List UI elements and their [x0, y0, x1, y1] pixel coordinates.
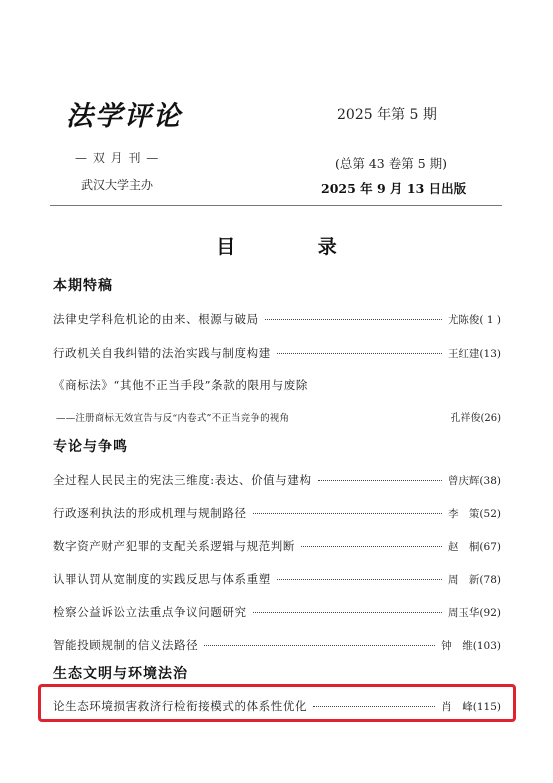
- dot-leader: [277, 353, 442, 354]
- section-title: 本期特稿: [53, 278, 113, 294]
- entry-author-page: 周 新(78): [447, 574, 501, 586]
- journal-logo: 法学评论: [66, 101, 182, 132]
- entry-author-page: 肖 峰(115): [441, 701, 501, 713]
- entry-title: 认罪认罚从宽制度的实践反思与体系重塑: [53, 572, 271, 586]
- publication-frequency: — 双 月 刊 —: [75, 151, 160, 165]
- toc-entry-title-only[interactable]: 《商标法》“其他不正当手段”条款的限用与废除: [53, 378, 308, 392]
- entry-title: 行政逐利执法的形成机理与规制路径: [53, 506, 247, 520]
- entry-author-page: 赵 桐(67): [447, 541, 501, 553]
- entry-title: 论生态环境损害救济行检衔接模式的体系性优化: [53, 699, 308, 713]
- publication-date: 2025 年 9 月 13 日出版: [321, 181, 467, 196]
- toc-entry-subtitle[interactable]: [56, 409, 501, 424]
- dot-leader: [253, 612, 442, 613]
- toc-entry[interactable]: [53, 311, 501, 327]
- entry-title: 检察公益诉讼立法重点争议问题研究: [53, 605, 247, 619]
- toc-entry[interactable]: [53, 571, 501, 587]
- volume-info: (总第 43 卷第 5 期): [335, 156, 448, 171]
- entry-title: 全过程人民民主的宪法三维度:表达、价值与建构: [53, 473, 312, 487]
- toc-entry-highlighted[interactable]: [53, 698, 501, 714]
- entry-author-page: 尤陈俊( 1 ): [447, 314, 501, 326]
- dot-leader: [253, 513, 442, 514]
- contents-title: 目 录: [216, 236, 375, 258]
- section-title: 专论与争鸣: [53, 439, 128, 455]
- toc-entry[interactable]: [53, 604, 501, 620]
- entry-author-page: 孔祥俊(26): [450, 413, 501, 424]
- toc-entry[interactable]: [53, 345, 501, 361]
- entry-author-page: 曾庆辉(38): [447, 475, 501, 487]
- entry-author-page: 钟 维(103): [441, 640, 501, 652]
- dot-leader: [277, 579, 442, 580]
- entry-subtitle: ——注册商标无效宣告与反“内卷式”不正当竞争的视角: [56, 413, 290, 424]
- entry-title: 智能投顾规制的信义法路径: [53, 638, 199, 652]
- toc-entry[interactable]: [53, 472, 501, 488]
- entry-title: 法律史学科危机论的由来、根源与破局: [53, 312, 259, 326]
- entry-author-page: 王红建(13): [447, 348, 501, 360]
- dot-leader: [265, 319, 442, 320]
- issue-number: 2025 年第 5 期: [337, 107, 437, 123]
- dot-leader: [301, 546, 442, 547]
- entry-author-page: 周玉华(92): [447, 607, 501, 619]
- header-divider: [50, 205, 502, 206]
- section-title: 生态文明与环境法治: [53, 666, 188, 682]
- dot-leader: [318, 480, 442, 481]
- entry-author-page: 李 策(52): [447, 508, 501, 520]
- toc-entry[interactable]: [53, 637, 501, 653]
- entry-title: 行政机关自我纠错的法治实践与制度构建: [53, 346, 271, 360]
- dot-leader: [204, 645, 435, 646]
- toc-entry[interactable]: [53, 538, 501, 554]
- entry-title: 数字资产财产犯罪的支配关系逻辑与规范判断: [53, 539, 295, 553]
- dot-leader: [313, 706, 435, 707]
- sponsor: 武汉大学主办: [81, 178, 154, 192]
- toc-entry[interactable]: [53, 505, 501, 521]
